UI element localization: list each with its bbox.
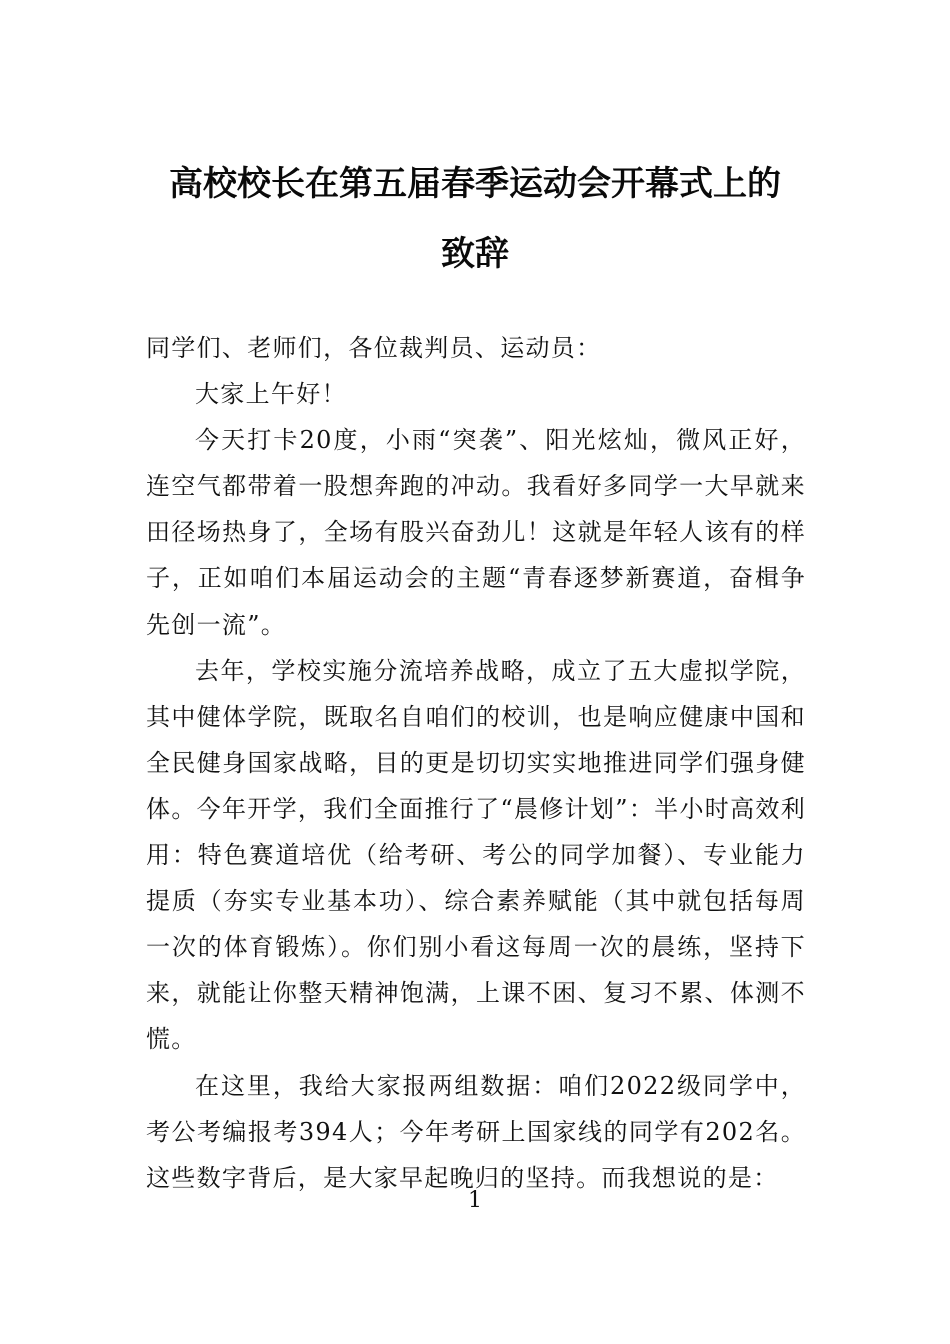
page-number: 1: [468, 1188, 482, 1213]
document-title-line-1: 高校校长在第五届春季运动会开幕式上的: [169, 164, 781, 204]
paragraph-weather: 今天打卡20度，小雨“突袭”、阳光炫灿，微风正好，连空气都带着一股想奔跑的冲动。我看好多同学一大早就来田径场热身了，全场有股兴奋劲儿！这就是年轻人该有的样子，正如咱们本届运动会的主题“青春逐梦新赛道，奋楫争先创一流”。: [146, 426, 806, 639]
salutation: 同学们、老师们，各位裁判员、运动员：: [146, 334, 602, 362]
document-body: [146, 325, 806, 1201]
greeting: 大家上午好！: [195, 380, 347, 409]
document-title-line-2: 致辞: [441, 234, 509, 274]
paragraph-strategy: 去年，学校实施分流培养战略，成立了五大虚拟学院，其中健体学院，既取名自咱们的校训，也是响应健康中国和全民健身国家战略，目的更是切切实实地推进同学们强身健体。今年开学，我们全面推行了“晨修计划”：半小时高效利用：特色赛道培优（给考研、考公的同学加餐）、专业能力提质（夯实专业基本功）、综合素养赋能（其中就包括每周一次的体育锻炼）。你们别小看这每周一次的晨练，坚持下来，就能让你整天精神饱满，上课不困、复习不累、体测不慌。: [146, 656, 806, 1054]
paragraph-data: 在这里，我给大家报两组数据：咱们2022级同学中，考公考编报考394人；今年考研上国家线的同学有202名。这些数字背后，是大家早起晚归的坚持。而我想说的是：: [146, 1071, 806, 1192]
